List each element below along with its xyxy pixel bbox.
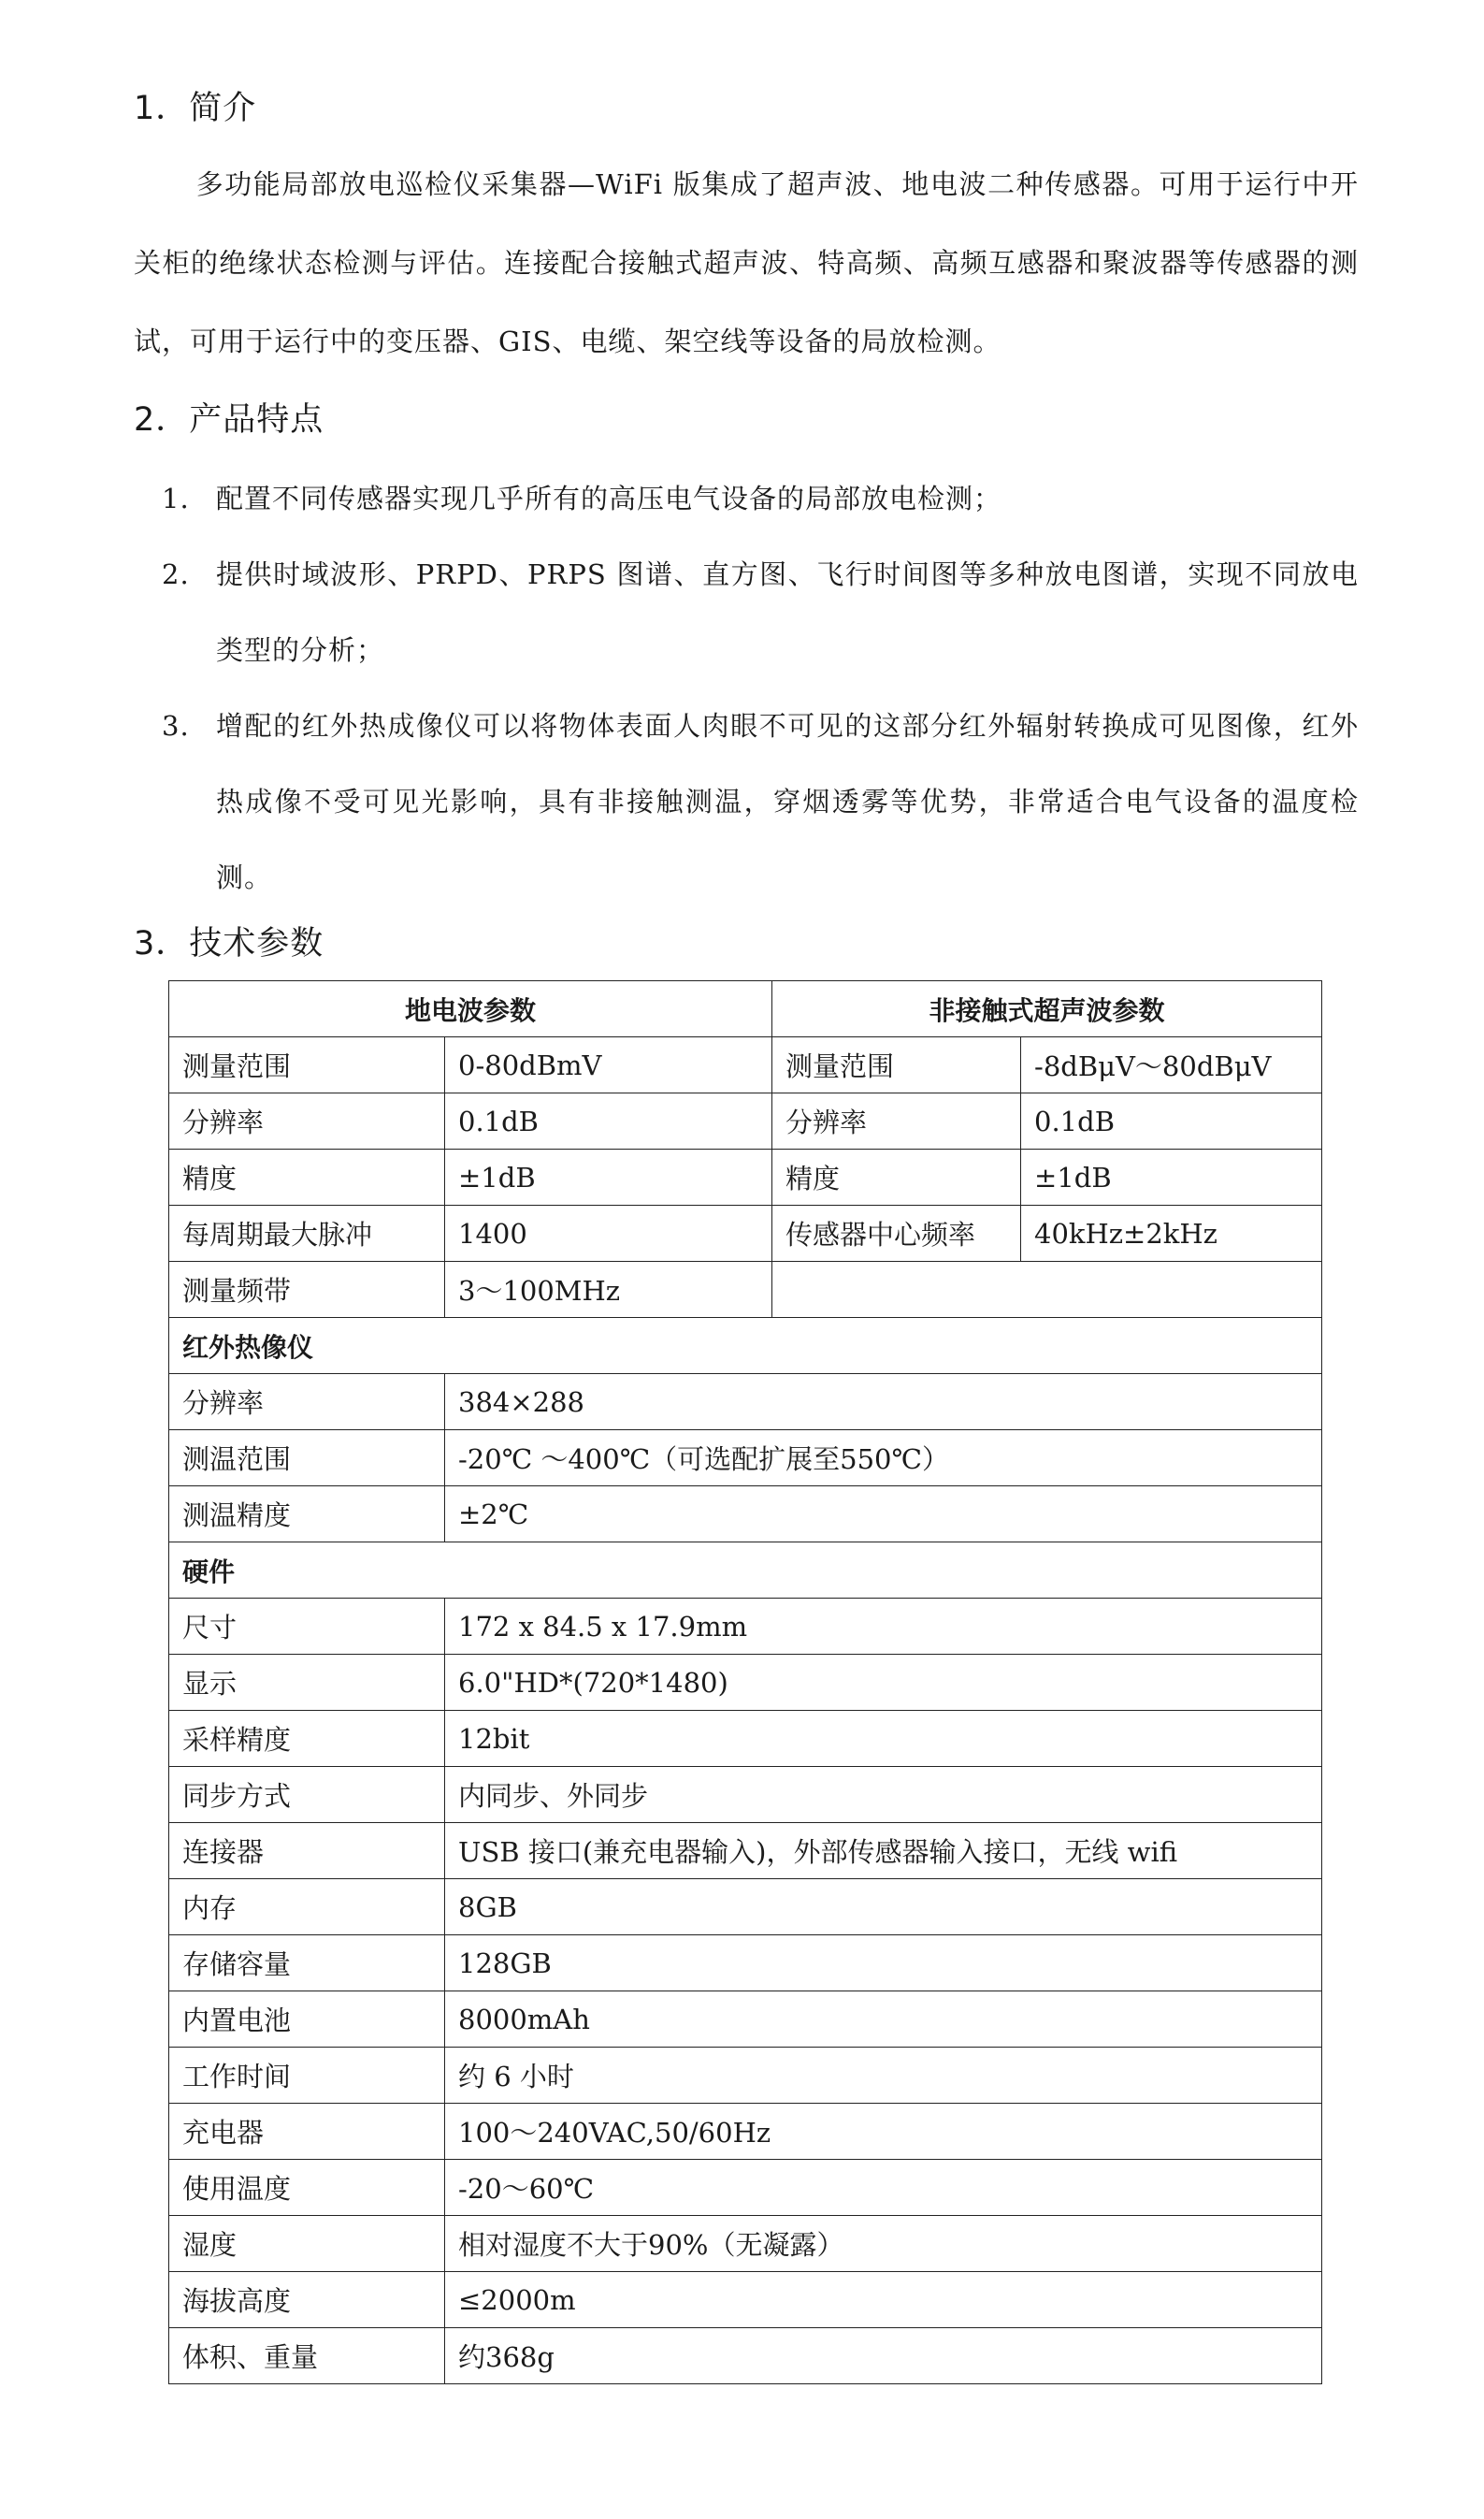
spec-label: 同步方式 — [169, 1767, 445, 1823]
tev-label: 精度 — [169, 1150, 445, 1206]
spec-label: 存储容量 — [169, 1935, 445, 1991]
feature-item — [134, 537, 1359, 688]
features-heading: 2．产品特点 — [134, 401, 324, 439]
spec-value: 内同步、外同步 — [445, 1767, 1322, 1823]
table-row — [169, 1150, 1322, 1206]
spec-value: 相对湿度不大于90%（无凝露） — [445, 2216, 1322, 2272]
spec-value: 128GB — [445, 1935, 1322, 1991]
ultrasonic-params-header: 非接触式超声波参数 — [772, 981, 1322, 1037]
tev-label: 测量范围 — [169, 1037, 445, 1093]
ultrasonic-label: 传感器中心频率 — [772, 1206, 1021, 1262]
table-row — [169, 2272, 1322, 2328]
spec-table — [168, 980, 1322, 2384]
intro-paragraph — [134, 145, 1359, 381]
spec-label: 分辨率 — [169, 1374, 445, 1430]
spec-value: 6.0"HD*(720*1480) — [445, 1655, 1322, 1711]
tev-label: 每周期最大脉冲 — [169, 1206, 445, 1262]
spec-label: 测温精度 — [169, 1486, 445, 1542]
tev-value: 0.1dB — [445, 1093, 772, 1150]
spec-value: -20～60℃ — [445, 2160, 1322, 2216]
table-row — [169, 1711, 1322, 1767]
table-row — [169, 1767, 1322, 1823]
spec-value: ±2℃ — [445, 1486, 1322, 1542]
tev-label: 测量频带 — [169, 1262, 445, 1318]
spec-value: 8000mAh — [445, 1991, 1322, 2048]
tev-value: 1400 — [445, 1206, 772, 1262]
tev-value: 0-80dBmV — [445, 1037, 772, 1093]
table-row — [169, 1486, 1322, 1542]
table-row — [169, 1037, 1322, 1093]
spec-label: 显示 — [169, 1655, 445, 1711]
spec-value: 384×288 — [445, 1374, 1322, 1430]
ultrasonic-label: 精度 — [772, 1150, 1021, 1206]
features-list — [134, 461, 1359, 916]
feature-item — [134, 688, 1359, 916]
section-row — [169, 1542, 1322, 1599]
intro-heading: 1．简介 — [134, 90, 257, 127]
table-row — [169, 1262, 1322, 1318]
spec-label: 内存 — [169, 1879, 445, 1935]
specs-heading: 3．技术参数 — [134, 925, 324, 963]
table-row — [169, 1430, 1322, 1486]
spec-value: 12bit — [445, 1711, 1322, 1767]
spec-label: 充电器 — [169, 2104, 445, 2160]
spec-label: 尺寸 — [169, 1599, 445, 1655]
spec-value: 约 6 小时 — [445, 2048, 1322, 2104]
feature-number: 1. — [162, 483, 190, 514]
ultrasonic-value: 0.1dB — [1021, 1093, 1322, 1150]
spec-value: 约368g — [445, 2328, 1322, 2384]
tev-value: ±1dB — [445, 1150, 772, 1206]
table-row — [169, 1991, 1322, 2048]
table-row — [169, 1093, 1322, 1150]
tev-params-header: 地电波参数 — [169, 981, 772, 1037]
tev-label: 分辨率 — [169, 1093, 445, 1150]
spec-label: 体积、重量 — [169, 2328, 445, 2384]
tev-value: 3～100MHz — [445, 1262, 772, 1318]
spec-value: USB 接口(兼充电器输入)，外部传感器输入接口，无线 wifi — [445, 1823, 1322, 1879]
hardware-section-header: 硬件 — [169, 1542, 1322, 1599]
spec-value: 172 x 84.5 x 17.9mm — [445, 1599, 1322, 1655]
table-row — [169, 2216, 1322, 2272]
table-row — [169, 1879, 1322, 1935]
infrared-section-header: 红外热像仪 — [169, 1318, 1322, 1374]
table-row — [169, 1935, 1322, 1991]
feature-text: 提供时域波形、PRPD、PRPS 图谱、直方图、飞行时间图等多种放电图谱，实现不同放电类型的分析； — [216, 558, 1359, 666]
spec-value: 100～240VAC,50/60Hz — [445, 2104, 1322, 2160]
spec-label: 连接器 — [169, 1823, 445, 1879]
table-row — [169, 2328, 1322, 2384]
feature-item — [134, 461, 1359, 537]
table-row — [169, 2160, 1322, 2216]
table-row — [169, 1655, 1322, 1711]
spec-label: 采样精度 — [169, 1711, 445, 1767]
table-header-row — [169, 981, 1322, 1037]
feature-number: 2. — [162, 558, 190, 590]
table-row — [169, 2048, 1322, 2104]
table-row — [169, 1823, 1322, 1879]
feature-text: 配置不同传感器实现几乎所有的高压电气设备的局部放电检测； — [216, 483, 1002, 514]
table-row — [169, 2104, 1322, 2160]
spec-value: -20℃ ～400℃（可选配扩展至550℃） — [445, 1430, 1322, 1486]
spec-value: ≤2000m — [445, 2272, 1322, 2328]
spec-label: 湿度 — [169, 2216, 445, 2272]
spec-value: 8GB — [445, 1879, 1322, 1935]
ultrasonic-value: -8dBμV～80dBμV — [1021, 1037, 1322, 1093]
spec-label: 测温范围 — [169, 1430, 445, 1486]
spec-label: 工作时间 — [169, 2048, 445, 2104]
table-row — [169, 1599, 1322, 1655]
table-row — [169, 1374, 1322, 1430]
ultrasonic-value: ±1dB — [1021, 1150, 1322, 1206]
section-row — [169, 1318, 1322, 1374]
spec-label: 海拔高度 — [169, 2272, 445, 2328]
spec-label: 使用温度 — [169, 2160, 445, 2216]
ultrasonic-value: 40kHz±2kHz — [1021, 1206, 1322, 1262]
table-row — [169, 1206, 1322, 1262]
ultrasonic-label: 测量范围 — [772, 1037, 1021, 1093]
ultrasonic-label: 分辨率 — [772, 1093, 1021, 1150]
empty-cell — [772, 1262, 1322, 1318]
feature-number: 3. — [162, 710, 190, 742]
feature-text: 增配的红外热成像仪可以将物体表面人肉眼不可见的这部分红外辐射转换成可见图像，红外热成像不受可见光影响，具有非接触测温，穿烟透雾等优势，非常适合电气设备的温度检测。 — [216, 710, 1359, 893]
spec-label: 内置电池 — [169, 1991, 445, 2048]
intro-text: 多功能局部放电巡检仪采集器—WiFi 版集成了超声波、地电波二种传感器。可用于运行中开关柜的绝缘状态检测与评估。连接配合接触式超声波、特高频、高频互感器和聚波器等传感器的测试，可用于运行中的变压器、GIS、电缆、架空线等设备的局放检测。 — [134, 168, 1359, 357]
